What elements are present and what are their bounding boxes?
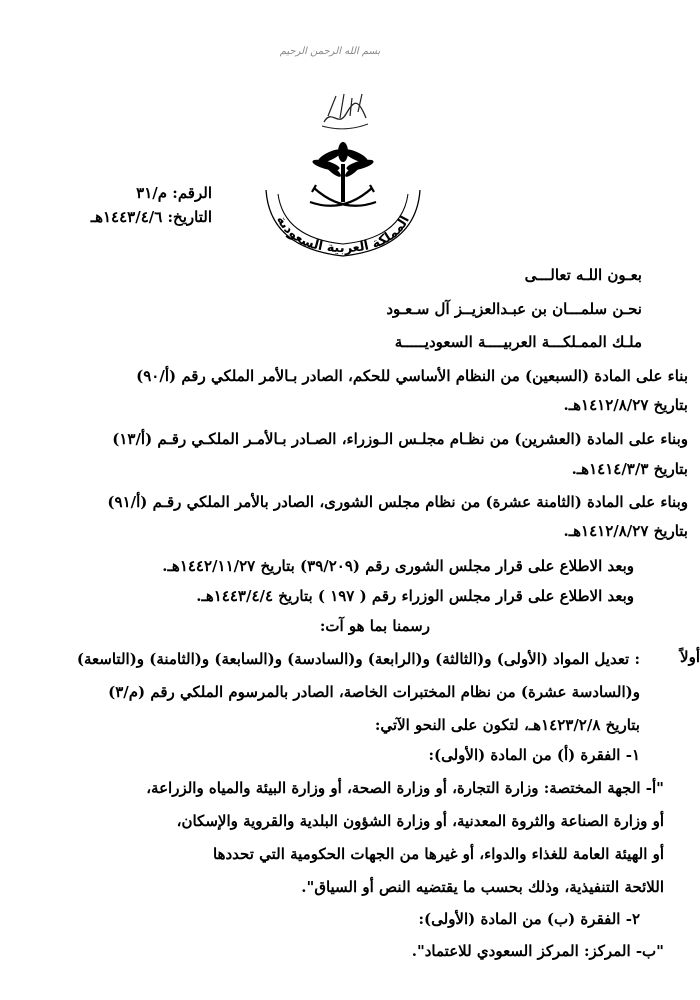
quote-line: اللائحة التنفيذية، وذلك بحسب ما يقتضيه النص أو السياق". <box>301 878 664 896</box>
opening-line-3: ملـك الممـلكـــة العربيــــة السعوديـــــة <box>394 333 642 351</box>
body-line: رسمنا بما هو آت: <box>319 617 430 635</box>
body-line: بتاريخ ١٤١٢/٨/٢٧هـ. <box>563 396 688 414</box>
article-label: أولاً <box>680 648 700 666</box>
opening-line-2: نحـن سلمـــان بن عبـدالعزيــز آل سـعـود <box>386 300 642 318</box>
body-line: بناء على المادة (السبعين) من النظام الأساسي للحكم، الصادر بـالأمر الملكي رقم (أ/٩٠) <box>136 367 688 385</box>
decree-date: التاريخ: ١٤٤٣/٤/٦هـ <box>90 208 212 226</box>
svg-text:المملكة العربية السعودية: المملكة العربية السعودية <box>273 213 413 257</box>
body-line: بتاريخ ١٤١٢/٨/٢٧هـ. <box>563 522 688 540</box>
opening-line-1: بعـون اللـه تعالـــى <box>524 266 642 284</box>
body-line: وبناء على المادة (الثامنة عشرة) من نظام مجلس الشورى، الصادر بالأمر الملكي رقـم (أ/٩١) <box>107 493 688 511</box>
body-line: وبعد الاطلاع على قرار مجلس الشورى رقم (٣٩/٢٠٩) بتاريخ ١٤٤٢/١١/٢٧هـ. <box>162 557 634 575</box>
body-line: وبعد الاطلاع على قرار مجلس الوزراء رقم ( ١٩٧ ) بتاريخ ١٤٤٣/٤/٤هـ. <box>196 587 634 605</box>
body-line: بتاريخ ١٤٢٣/٢/٨هـ، لتكون على النحو الآتي: <box>374 716 640 734</box>
decree-number: الرقم: م/٣١ <box>136 184 212 202</box>
body-line: و(السادسة عشرة) من نظام المختبرات الخاصة، الصادر بالمرسوم الملكي رقم (م/٣) <box>108 683 640 701</box>
quote-line: "ب- المركز: المركز السعودي للاعتماد". <box>411 942 664 960</box>
list-item: ٢- الفقرة (ب) من المادة (الأولى): <box>418 910 640 928</box>
royal-signature <box>318 88 372 130</box>
body-line: : تعديل المواد (الأولى) و(الثالثة) و(الرابعة) و(السادسة) و(السابعة) و(الثامنة) و(التاسعة) <box>76 650 640 668</box>
saudi-emblem <box>258 136 428 260</box>
quote-line: أو وزارة الصناعة والثروة المعدنية، أو وزارة الشؤون البلدية والقروية والإسكان، <box>176 812 664 830</box>
quote-line: أو الهيئة العامة للغذاء والدواء، أو غيرها من الجهات الحكومية التي تحددها <box>213 845 664 863</box>
basmala: بسم الله الرحمن الرحيم <box>279 46 381 57</box>
body-line: بتاريخ ١٤١٤/٣/٣هـ. <box>571 460 688 478</box>
list-item: ١- الفقرة (أ) من المادة (الأولى): <box>428 746 640 764</box>
body-line: وبناء على المادة (العشرين) من نظـام مجلـس الـوزراء، الصـادر بـالأمـر الملكـي رقـم (أ/١٣) <box>112 430 688 448</box>
quote-line: "أ- الجهة المختصة: وزارة التجارة، أو وزارة الصحة، أو وزارة البيئة والمياه والزراعة، <box>146 779 664 797</box>
